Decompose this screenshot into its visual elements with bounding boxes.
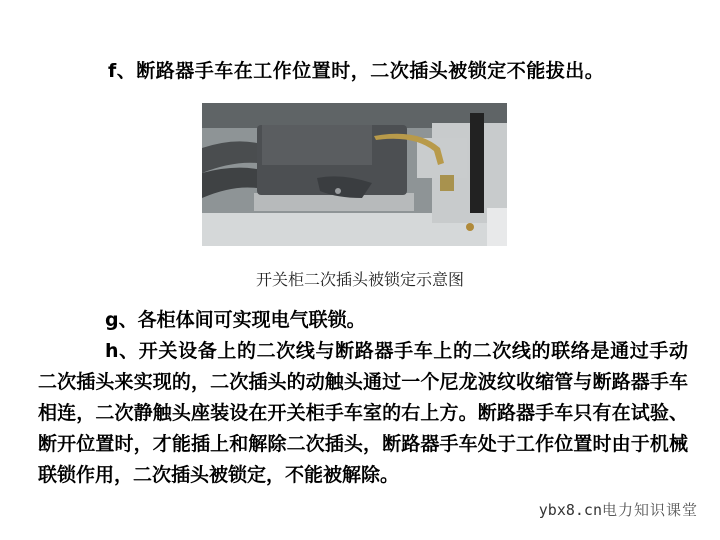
paragraph-g: g、各柜体间可实现电气联锁。: [105, 309, 366, 331]
figure-caption: 开关柜二次插头被锁定示意图: [255, 270, 464, 289]
watermark: [539, 499, 698, 520]
watermark-site: ybx8.cn: [538, 501, 602, 519]
secondary-plug-photo: [202, 103, 507, 246]
watermark-name: 电力知识课堂: [601, 501, 698, 519]
slide-title: f、断路器手车在工作位置时，二次插头被锁定不能拔出。: [108, 60, 605, 82]
paragraph-h: h、开关设备上的二次线与断路器手车上的二次线的联络是通过手动二次插头来实现的，二次插头的动触头通过一个尼龙波纹收缩管与断路器手车相连，二次静触头座装设在开关柜手车室的右上方。断路器手车只有在试验、断开位置时，才能插上和解除二次插头，断路器手车处于工作位置时由于机械联锁作用，二次插头被锁定，不能被解除。: [38, 340, 688, 486]
switchgear-plug-image: [202, 103, 507, 246]
